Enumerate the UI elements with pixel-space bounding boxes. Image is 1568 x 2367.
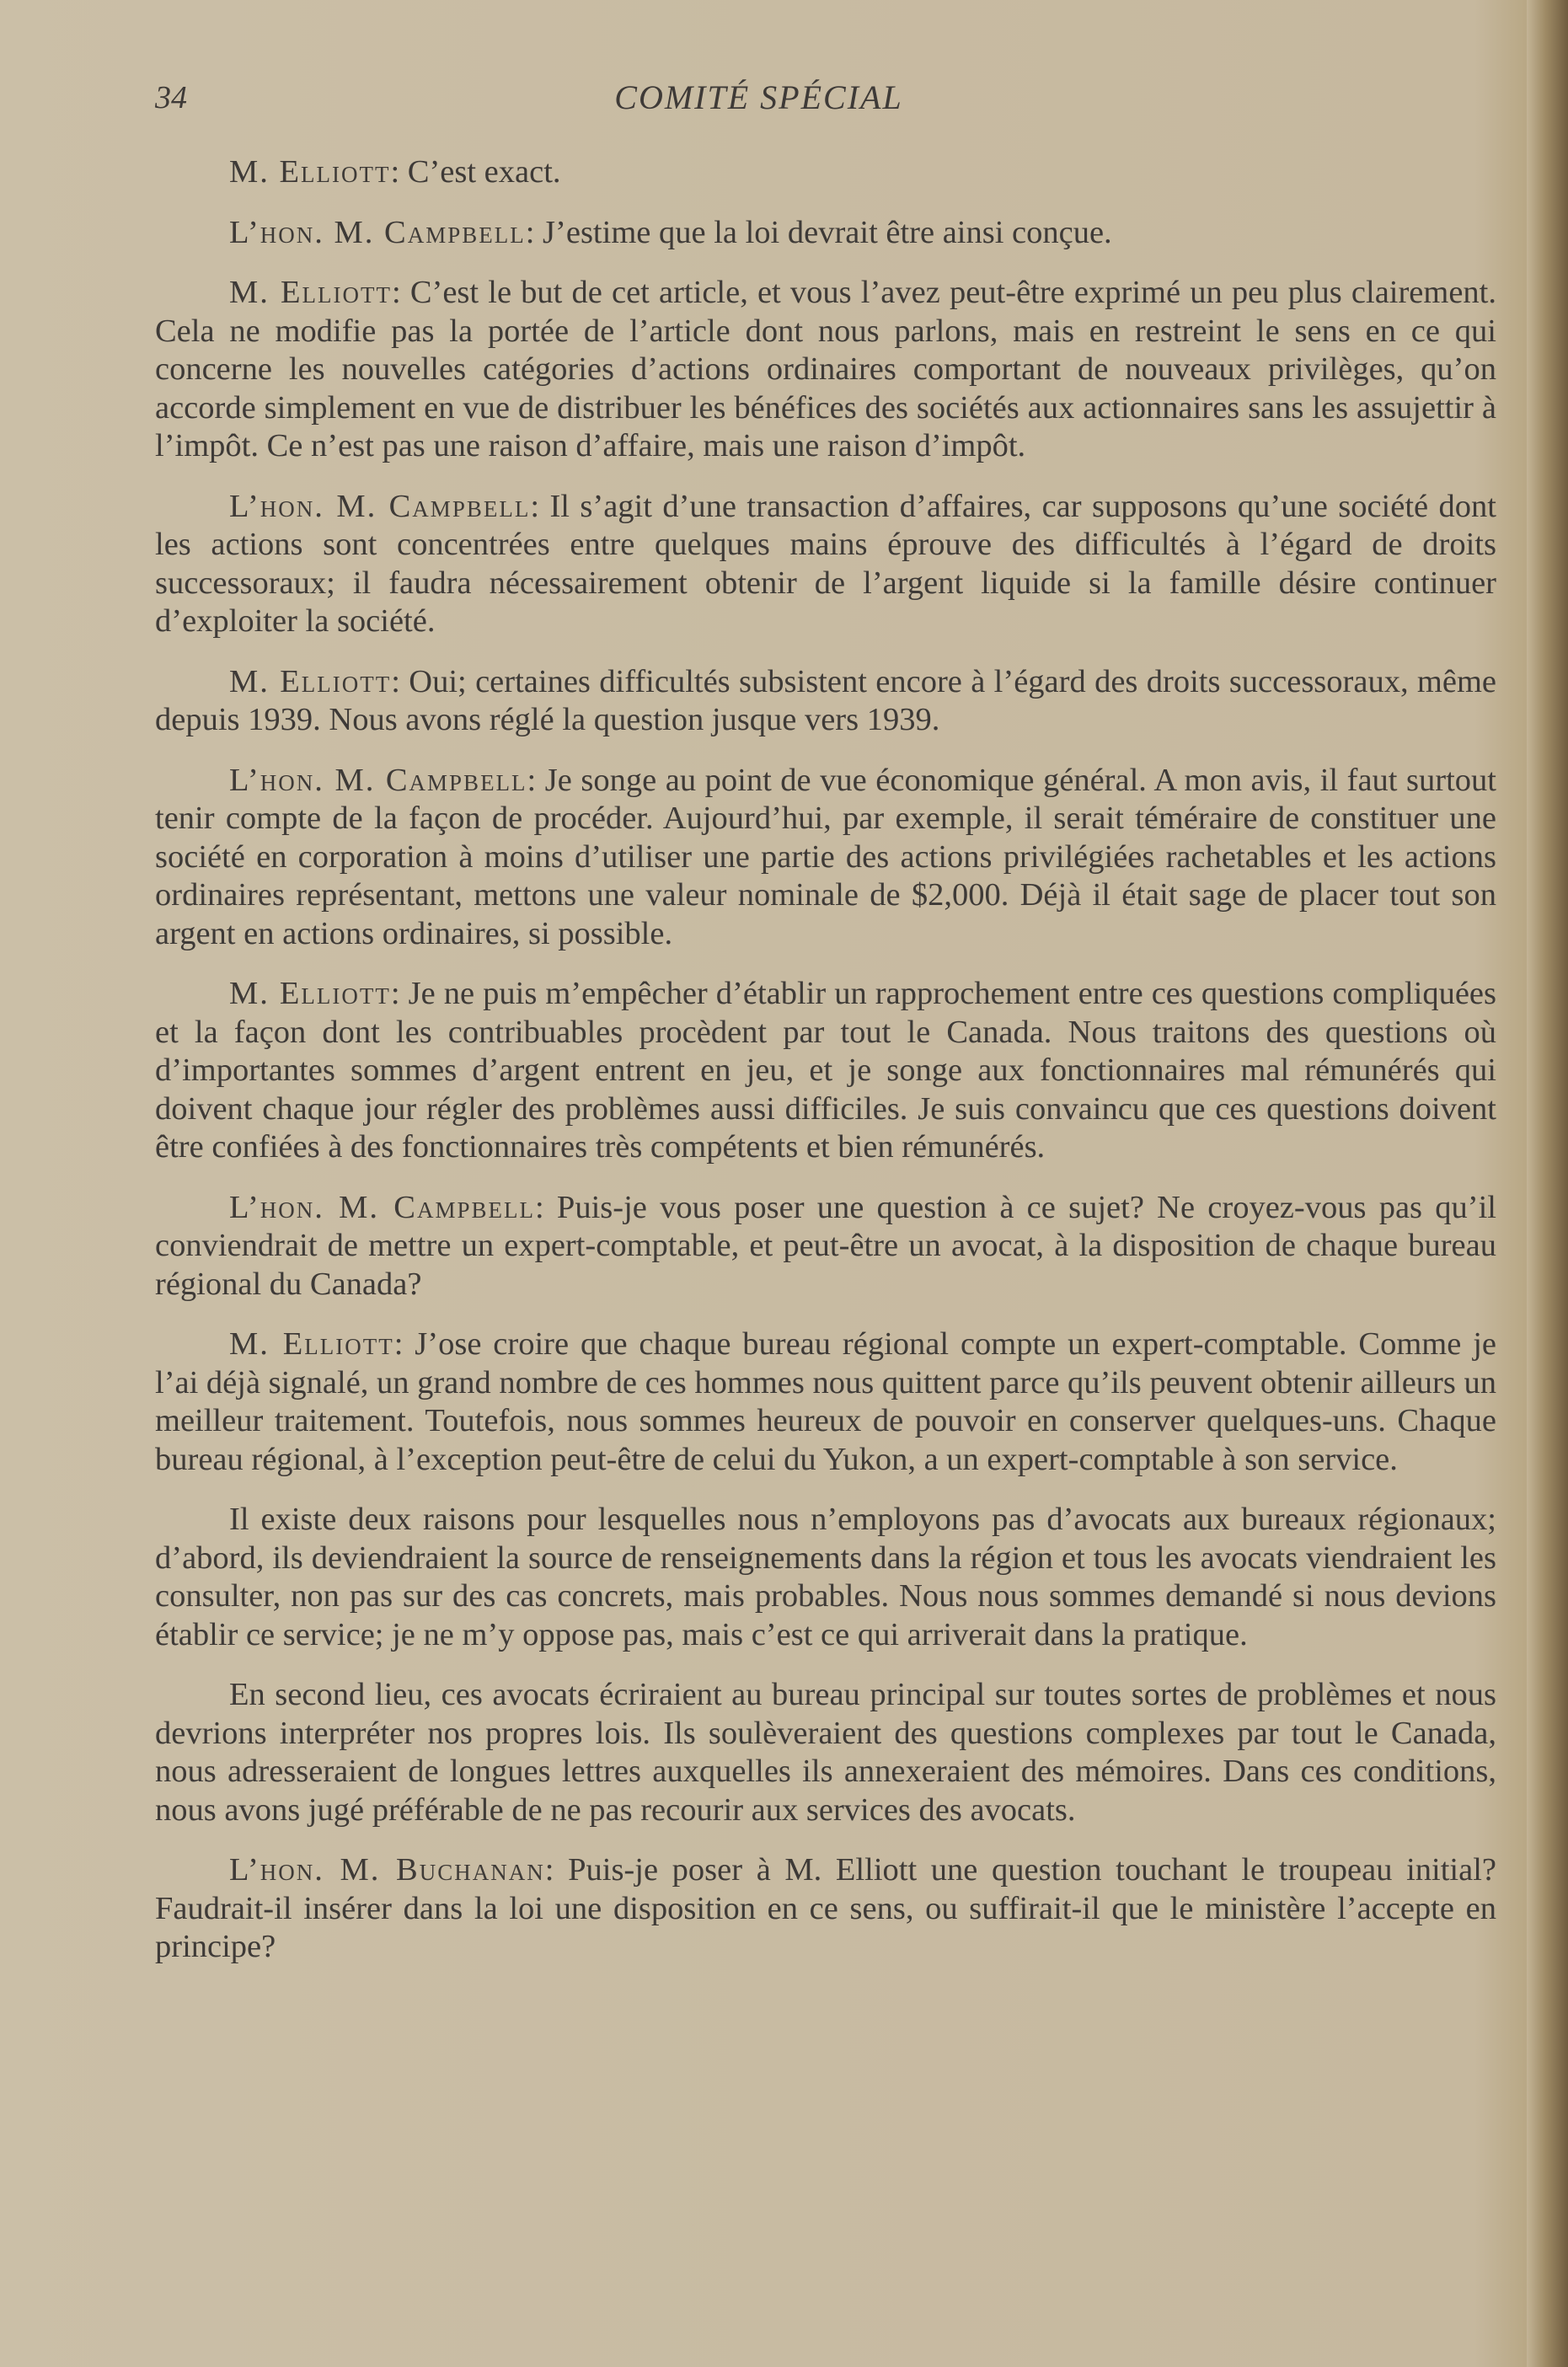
body-text <box>155 153 1496 1989</box>
paragraph-text: : Il s’agit d’une transaction d’affaires, car supposons qu’une société dont les actions sont concentrées entre quelques mains éprouve des difficultés à l’égard de droits successoraux; il faudra nécessairement obtenir de l’argent liquide si la famille désire continuer d’exploiter la société. <box>155 488 1496 639</box>
paragraph <box>155 1851 1496 1967</box>
speaker-name: L’hon. M. Campbell <box>229 214 526 250</box>
paragraph-text: : J’estime que la loi devrait être ainsi conçue. <box>525 214 1112 250</box>
speaker-name: L’hon. M. Campbell <box>229 488 531 524</box>
paragraph <box>155 663 1496 740</box>
paragraph-text: : Puis-je poser à M. Elliott une question touchant le troupeau initial? Faudrait-il insérer dans la loi une disposition en ce sens, ou suffirait-il que le ministère l’accepte en principe? <box>155 1852 1496 1964</box>
speaker-name: L’hon. M. Buchanan <box>229 1852 545 1888</box>
running-title: COMITÉ SPÉCIAL <box>614 78 903 116</box>
paragraph <box>155 214 1496 253</box>
speaker-name: M. Elliott <box>229 1326 394 1362</box>
speaker-name: L’hon. M. Campbell <box>229 762 527 798</box>
paragraph-text: : C’est exact. <box>390 154 561 190</box>
page-header <box>0 72 1568 123</box>
speaker-name: M. Elliott <box>229 275 392 310</box>
page-number: 34 <box>155 80 187 115</box>
paragraph-text: : Je songe au point de vue économique général. A mon avis, il faut surtout tenir compte de la façon de procéder. Aujourd’hui, par exemple, il serait téméraire de constituer une société en corporation à moins d’utiliser une partie des actions privilégiées rachetables et les actions ordinaires représentant, mettons une valeur nominale de $2,000. Déjà il était sage de placer tout son argent en actions ordinaires, si possible. <box>155 762 1496 951</box>
speaker-name: M. Elliott <box>229 663 392 699</box>
speaker-name: M. Elliott <box>229 976 391 1011</box>
paragraph <box>155 762 1496 954</box>
paragraph-text: : Oui; certaines difficultés subsistent encore à l’égard des droits successoraux, même depuis 1939. Nous avons réglé la question jusque vers 1939. <box>155 663 1497 737</box>
page-edge <box>1527 0 1568 2367</box>
paragraph-text: : J’ose croire que chaque bureau régional compte un expert-comptable. Comme je l’ai déjà signalé, un grand nombre de ces hommes nous quittent parce qu’ils peuvent obtenir ailleurs un meilleur traitement. Toutefois, nous sommes heureux de pouvoir en conserver quelques-uns. Chaque bureau régional, à l’exception peut-être de celui du Yukon, a un expert-comptable à son service. <box>155 1326 1496 1477</box>
speaker-name: L’hon. M. Campbell <box>229 1189 535 1225</box>
paragraph <box>155 1325 1496 1479</box>
paragraph-text: : Je ne puis m’empêcher d’établir un rapprochement entre ces questions compliquées et la façon dont les contribuables procèdent par tout le Canada. Nous traitons des questions où d’importantes sommes d’argent entrent en jeu, et je songe aux fonctionnaires mal rémunérés qui doivent chaque jour régler des problèmes aussi difficiles. Je suis convaincu que ces questions doivent être confiées à des fonctionnaires très compétents et bien rémunérés. <box>155 976 1496 1165</box>
paragraph <box>155 975 1496 1167</box>
paragraph-text: : C’est le but de cet article, et vous l’avez peut-être exprimé un peu plus clairement. Cela ne modifie pas la portée de l’article dont nous parlons, mais en restreint le sens en ce qui concerne les nouvelles catégories d’actions ordinaires comportant de nouveaux privilèges, qu’on accorde simplement en vue de distribuer les bénéfices des sociétés aux actionnaires sans les assujettir à l’impôt. Ce n’est pas une raison d’affaire, mais une raison d’impôt. <box>155 275 1496 463</box>
paragraph-text: En second lieu, ces avocats écriraient au bureau principal sur toutes sortes de problèmes et nous devrions interpréter nos propres lois. Ils soulèveraient des questions complexes par tout le Canada, nous adresseraient de longues lettres auxquelles ils annexeraient des mémoires. Dans ces conditions, nous avons jugé préférable de ne pas recourir aux services des avocats. <box>155 1677 1496 1828</box>
paragraph <box>155 1676 1496 1829</box>
paragraph <box>155 1189 1496 1304</box>
paragraph <box>155 274 1496 466</box>
paragraph <box>155 153 1496 192</box>
speaker-name: M. Elliott <box>229 154 391 190</box>
paragraph-text: : Puis-je vous poser une question à ce sujet? Ne croyez-vous pas qu’il conviendrait de mettre un expert-comptable, et peut-être un avocat, à la disposition de chaque bureau régional du Canada? <box>155 1189 1496 1302</box>
paragraph-text: Il existe deux raisons pour lesquelles nous n’employons pas d’avocats aux bureaux régionaux; d’abord, ils deviendraient la source de renseignements dans la région et tous les avocats viendraient les consulter, non pas sur des cas concrets, mais probables. Nous nous sommes demandé si nous devions établir ce service; je ne m’y oppose pas, mais c’est ce qui arriverait dans la pratique. <box>155 1502 1496 1652</box>
paragraph <box>155 1501 1496 1654</box>
paragraph <box>155 488 1496 641</box>
